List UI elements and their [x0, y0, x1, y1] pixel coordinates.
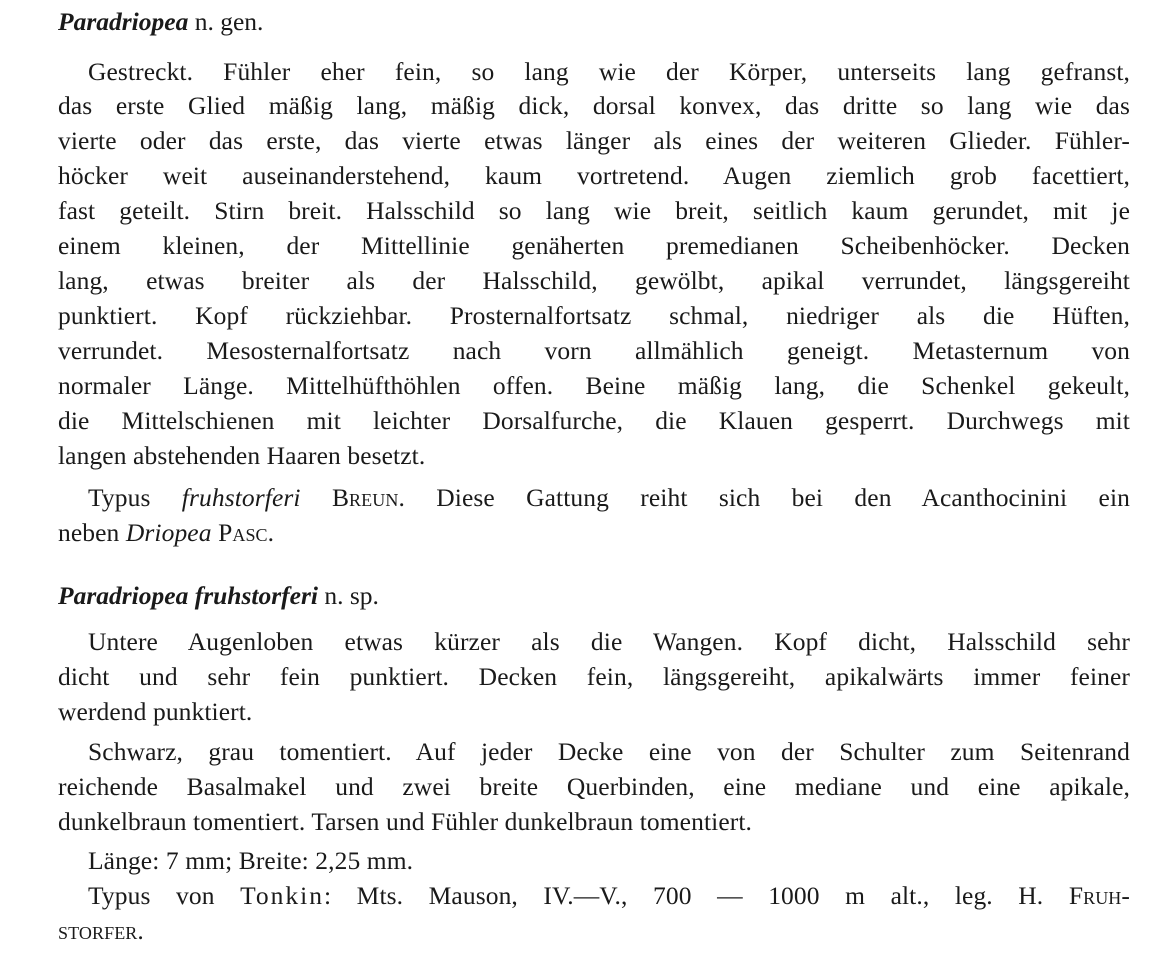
genus-description-line: das erste Glied mäßig lang, mäßig dick, dorsal konvex, das dritte so lang wie das [58, 91, 1130, 120]
species-heading-suffix: n. sp. [324, 581, 379, 610]
species-para2-line: dunkelbraun tomentiert. Tarsen und Fühler dunkelbraun tomentiert. [58, 807, 752, 836]
typus-genus-suffix: . [267, 518, 275, 547]
genus-description-line: höcker weit auseinanderstehend, kaum vortretend. Augen ziemlich grob facettiert, [58, 161, 1130, 190]
genus-description-line: vierte oder das erste, das vierte etwas länger als eines der weiteren Glieder. Fühler- [58, 126, 1130, 155]
species-heading-name: Paradriopea fruhstorferi [58, 581, 318, 610]
genus-heading [58, 6, 263, 37]
genus-description-line: die Mittelschienen mit leichter Dorsalfurche, die Klauen gesperrt. Durchwegs mit [58, 406, 1130, 435]
genus-description-line: lang, etwas breiter als der Halsschild, gewölbt, apikal verrundet, längsgereiht [58, 266, 1130, 295]
collector-suffix: . [137, 916, 144, 945]
genus-description-line: verrundet. Mesosternalfortsatz nach vorn allmählich geneigt. Metasternum von [58, 336, 1130, 365]
locality-place: Tonkin [240, 881, 324, 910]
species-para1-line: Untere Augenloben etwas kürzer als die Wangen. Kopf dicht, Halsschild sehr [88, 627, 1130, 656]
typus-genus-author: Pasc [218, 518, 268, 547]
genus-description-line: punktiert. Kopf rückziehbar. Prosternalfortsatz schmal, niedriger als die Hüften, [58, 301, 1130, 330]
genus-description-line: langen abstehenden Haaren besetzt. [58, 441, 426, 470]
genus-heading-suffix: n. gen. [194, 7, 264, 36]
genus-description-line: normaler Länge. Mittelhüfthöhlen offen. Beine mäßig lang, die Schenkel gekeult, [58, 371, 1130, 400]
collector-name-part1: Fruh- [1068, 881, 1130, 910]
species-para2-line: reichende Basalmakel und zwei breite Querbinden, eine mediane und eine apikale, [58, 772, 1130, 801]
species-para1-line: dicht und sehr fein punktiert. Decken fein, längsgereiht, apikalwärts immer feiner [58, 662, 1130, 691]
species-measurements: Länge: 7 mm; Breite: 2,25 mm. [88, 846, 414, 875]
locality-prefix: Typus von [88, 881, 241, 910]
genus-description-line: Gestreckt. Fühler eher fein, so lang wie der Körper, unterseits lang gefranst, [88, 57, 1130, 86]
genus-heading-name: Paradriopea [58, 7, 189, 36]
typus-neben-prefix: neben [58, 518, 126, 547]
typus-genus: Driopea [125, 518, 212, 547]
genus-description-line: fast geteilt. Stirn breit. Halsschild so lang wie breit, seitlich kaum gerundet, mit je [58, 196, 1130, 225]
genus-typus-line [88, 482, 1130, 513]
genus-description-line: einem kleinen, der Mittellinie genäherten premedianen Scheibenhöcker. Decken [58, 231, 1130, 260]
species-heading [58, 580, 379, 611]
typus-prefix: Typus [88, 483, 182, 512]
locality-rest: : Mts. Mauson, IV.—V., 700 — 1000 m alt., leg. H. [323, 881, 1069, 910]
species-para1-line: werdend punktiert. [58, 697, 253, 726]
species-typus-locality [88, 880, 1130, 911]
typus-species: fruhstorferi [181, 483, 301, 512]
species-para2-line: Schwarz, grau tomentiert. Auf jeder Decke eine von der Schulter zum Seitenrand [88, 737, 1130, 766]
typus-author: Breun [331, 483, 399, 512]
collector-name-part2: storfer [58, 916, 138, 945]
species-typus-locality-2 [58, 915, 1130, 946]
genus-typus-line-2 [58, 517, 1130, 548]
typus-rest: . Diese Gattung reiht sich bei den Acanthocinini ein [398, 483, 1130, 512]
